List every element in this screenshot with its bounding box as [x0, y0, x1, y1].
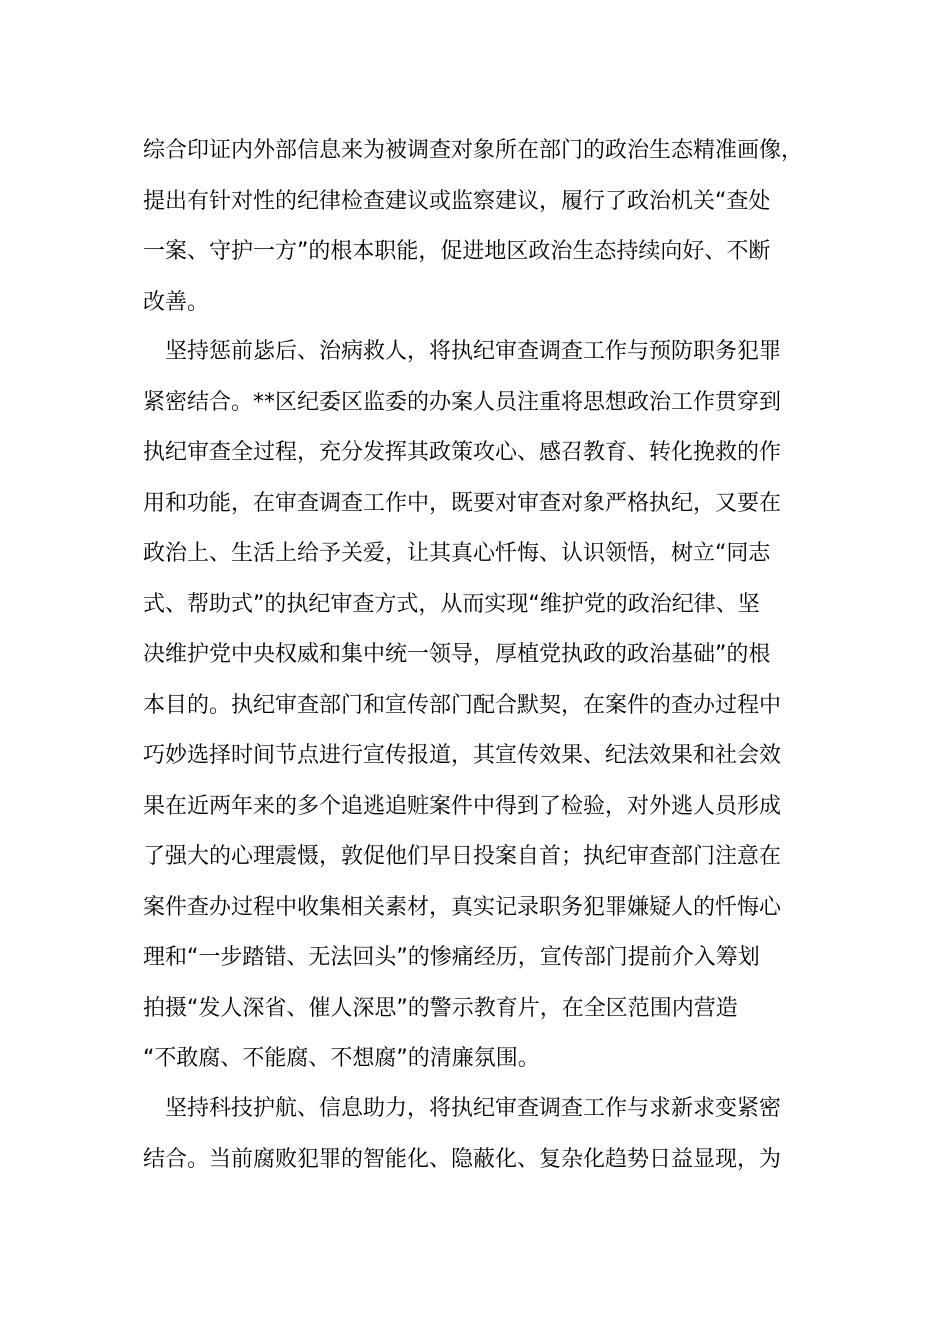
paragraph-line: 式、帮助式”的执纪审查方式，从而实现“维护党的政治纪律、坚: [143, 591, 760, 617]
paragraph-line: 本目的。执纪审查部门和宣传部门配合默契，在案件的查办过程中: [143, 692, 782, 718]
paragraph-line: 了强大的心理震慑，敦促他们早日投案自首；执纪审查部门注意在: [143, 844, 782, 869]
paragraph-2: [143, 327, 807, 1085]
paragraph-line: 结合。当前腐败犯罪的智能化、隐蔽化、复杂化趋势日益显现，为: [143, 1146, 782, 1172]
paragraph-line: 巧妙选择时间节点进行宣传报道，其宣传效果、纪法效果和社会效: [143, 743, 782, 768]
paragraph-line: 执纪审查全过程，充分发挥其政策攻心、感召教育、转化挽救的作: [143, 440, 782, 465]
paragraph-line: 果在近两年来的多个追逃追赃案件中得到了检验，对外逃人员形成: [143, 793, 782, 819]
paragraph-line: 提出有针对性的纪律检查建议或监察建议，履行了政治机关“查处: [143, 188, 771, 214]
paragraph-3: [143, 1084, 807, 1185]
paragraph-line: 案件查办过程中收集相关素材，真实记录职务犯罪嫌疑人的忏悔心: [143, 894, 782, 920]
paragraph-line: 综合印证内外部信息来为被调查对象所在部门的政治生态精准画像，: [143, 138, 804, 163]
paragraph-line: 用和功能，在审查调查工作中，既要对审查对象严格执纪，又要在: [143, 490, 782, 516]
paragraph-line: 拍摄“发人深省、催人深思”的警示教育片，在全区范围内营造: [143, 995, 738, 1021]
paragraph-line: 一案、守护一方”的根本职能，促进地区政治生态持续向好、不断: [143, 239, 771, 264]
paragraph-line: 紧密结合。**区纪委区监委的办案人员注重将思想政治工作贯穿到: [143, 389, 782, 415]
paragraph-line: 政治上、生活上给予关爱，让其真心忏悔、认识领悟，树立“同志: [143, 541, 771, 566]
paragraph-line: 改善。: [143, 289, 210, 315]
paragraph-line: 坚持惩前毖后、治病救人，将执纪审查调查工作与预防职务犯罪: [143, 339, 782, 364]
paragraph-1: [143, 126, 807, 328]
paragraph-line: 决维护党中央权威和集中统一领导，厚植党执政的政治基础”的根: [143, 642, 771, 667]
paragraph-line: “不敢腐、不能腐、不想腐”的清廉氛围。: [143, 1046, 540, 1071]
paragraph-line: 理和“一步踏错、无法回头”的惨痛经历，宣传部门提前介入筹划: [143, 945, 760, 970]
paragraph-line: 坚持科技护航、信息助力，将执纪审查调查工作与求新求变紧密: [143, 1096, 782, 1121]
